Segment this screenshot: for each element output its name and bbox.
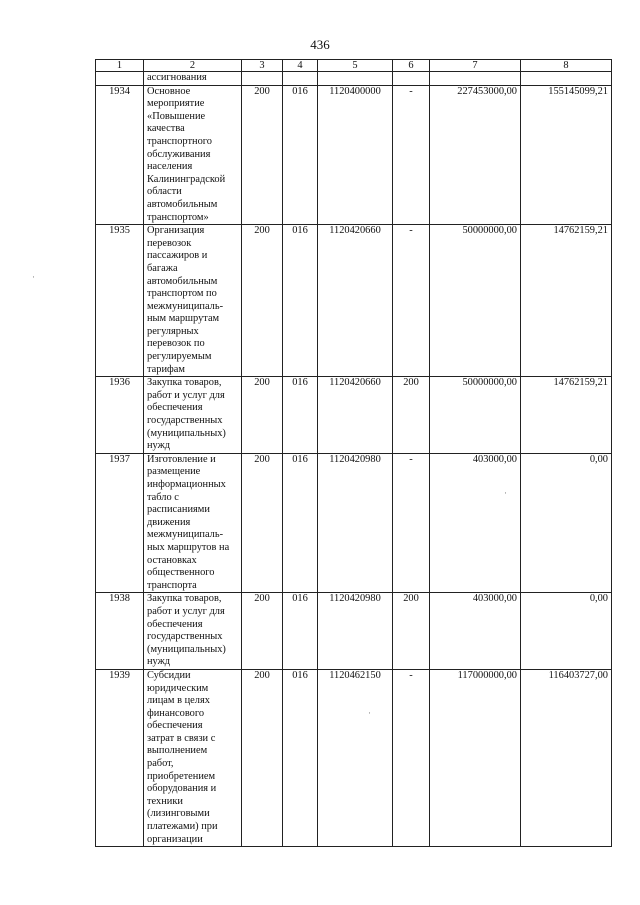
row-number: 1938: [96, 593, 144, 670]
description-line: нужд: [147, 440, 171, 452]
row-description: [144, 593, 242, 670]
row-description: [144, 669, 242, 846]
table-row: [96, 225, 612, 377]
description-line: затрат в связи с: [147, 732, 216, 744]
description-line: (муниципальных): [147, 427, 226, 439]
column-header: 2: [144, 60, 242, 72]
description-line: транспортом по: [147, 288, 217, 300]
code-cell: 200: [393, 593, 430, 670]
description-line: обслуживания: [147, 148, 211, 160]
row-description: [144, 225, 242, 377]
code-cell: 200: [393, 377, 430, 454]
code-cell: 200: [242, 377, 283, 454]
amount-cell: 117000000,00: [430, 669, 521, 846]
amount-cell: 0,00: [521, 453, 612, 593]
description-line: Калининградской: [147, 173, 226, 185]
code-cell: 016: [283, 593, 318, 670]
description-line: «Повышение: [147, 110, 206, 122]
code-cell: -: [393, 225, 430, 377]
description-line: табло с: [147, 491, 179, 503]
description-line: области: [147, 186, 182, 198]
amount-cell: 50000000,00: [430, 377, 521, 454]
description-line: качества: [147, 123, 185, 135]
code-cell: 200: [242, 593, 283, 670]
description-line: перевозок по: [147, 338, 205, 350]
description-line: техники: [147, 795, 183, 807]
description-line: регулярных: [147, 325, 199, 337]
amount-cell: 14762159,21: [521, 377, 612, 454]
code-cell: 016: [283, 225, 318, 377]
description-line: расписаниями: [147, 504, 210, 516]
row-number: 1939: [96, 669, 144, 846]
code-cell: 200: [242, 225, 283, 377]
scan-speck: ·: [504, 488, 507, 498]
description-line: государственных: [147, 415, 223, 427]
row-description: [144, 453, 242, 593]
description-line: финансового: [147, 707, 205, 719]
budget-table: [95, 59, 612, 847]
code-cell: -: [393, 453, 430, 593]
table-row: [96, 85, 612, 225]
description-line: Субсидии: [147, 669, 191, 681]
description-line: автомобильным: [147, 275, 218, 287]
column-header-row: [96, 60, 612, 72]
row-description: [144, 377, 242, 454]
description-line: (муниципальных): [147, 643, 226, 655]
code-cell: 016: [283, 453, 318, 593]
code-cell: 200: [242, 85, 283, 225]
description-line: автомобильным: [147, 198, 218, 210]
row-number: 1937: [96, 453, 144, 593]
amount-cell: 403000,00: [430, 593, 521, 670]
description-line: работ,: [147, 758, 174, 770]
scan-speck: ·: [32, 272, 35, 282]
amount-cell: 403000,00: [430, 453, 521, 593]
description-line: размещение: [147, 466, 201, 478]
description-line: тарифам: [147, 363, 185, 375]
description-line: работ и услуг для: [147, 605, 225, 617]
description-line: межмуниципаль-: [147, 300, 224, 312]
code-cell: 016: [283, 377, 318, 454]
description-line: Основное: [147, 85, 191, 97]
row-number: 1934: [96, 85, 144, 225]
description-line: обеспечения: [147, 618, 203, 630]
description-line: транспорта: [147, 579, 197, 591]
description-line: обеспечения: [147, 720, 203, 732]
description-line: обеспечения: [147, 402, 203, 414]
description-line: Закупка товаров,: [147, 377, 222, 389]
table-row: [96, 453, 612, 593]
description-line: ных маршрутов на: [147, 541, 230, 553]
code-cell: 1120400000: [318, 85, 393, 225]
description-line: юридическим: [147, 682, 209, 694]
row-number: 1936: [96, 377, 144, 454]
description-line: пассажиров и: [147, 250, 208, 262]
description-line: платежами) при: [147, 821, 218, 833]
code-cell: 016: [283, 85, 318, 225]
description-line: Организация: [147, 225, 205, 237]
description-line: Закупка товаров,: [147, 593, 222, 605]
amount-cell: 227453000,00: [430, 85, 521, 225]
code-cell: -: [393, 85, 430, 225]
description-line: государственных: [147, 631, 223, 643]
amount-cell: 155145099,21: [521, 85, 612, 225]
column-header: 1: [96, 60, 144, 72]
column-header: 8: [521, 60, 612, 72]
description-line: Изготовление и: [147, 453, 216, 465]
description-line: выполнением: [147, 745, 208, 757]
description-line: транспортом»: [147, 211, 209, 223]
amount-cell: 0,00: [521, 593, 612, 670]
code-cell: 200: [242, 453, 283, 593]
description-line: работ и услуг для: [147, 389, 225, 401]
continuation-row: [96, 72, 612, 86]
description-line: информационных: [147, 479, 226, 490]
scan-speck: ·: [368, 708, 371, 718]
description-line: приобретением: [147, 770, 216, 782]
amount-cell: 50000000,00: [430, 225, 521, 377]
column-header: 5: [318, 60, 393, 72]
continuation-text: ассигнования: [144, 72, 242, 86]
description-line: ным маршрутам: [147, 313, 220, 325]
column-header: 3: [242, 60, 283, 72]
code-cell: -: [393, 669, 430, 846]
code-cell: 1120420980: [318, 593, 393, 670]
description-line: транспортного: [147, 135, 212, 147]
description-line: регулируемым: [147, 351, 212, 363]
code-cell: 016: [283, 669, 318, 846]
column-header: 4: [283, 60, 318, 72]
code-cell: 200: [242, 669, 283, 846]
description-line: оборудования и: [147, 783, 217, 795]
description-line: лицам в целях: [147, 695, 210, 707]
description-line: перевозок: [147, 237, 192, 249]
row-description: [144, 85, 242, 225]
description-line: нужд: [147, 656, 171, 668]
code-cell: 1120420660: [318, 377, 393, 454]
description-line: населения: [147, 161, 193, 173]
table-row: [96, 377, 612, 454]
column-header: 7: [430, 60, 521, 72]
description-line: багажа: [147, 262, 178, 274]
code-cell: 1120420660: [318, 225, 393, 377]
table-row: [96, 593, 612, 670]
table-row: [96, 669, 612, 846]
description-line: остановках: [147, 554, 197, 566]
amount-cell: 116403727,00: [521, 669, 612, 846]
amount-cell: 14762159,21: [521, 225, 612, 377]
description-line: организации: [147, 833, 203, 845]
page-number: 436: [310, 37, 330, 52]
description-line: межмуниципаль-: [147, 529, 224, 541]
description-line: мероприятие: [147, 98, 205, 110]
code-cell: 1120462150: [318, 669, 393, 846]
row-number: 1935: [96, 225, 144, 377]
column-header: 6: [393, 60, 430, 72]
code-cell: 1120420980: [318, 453, 393, 593]
description-line: общественного: [147, 567, 215, 579]
description-line: движения: [147, 516, 191, 528]
description-line: (лизинговыми: [147, 808, 210, 820]
